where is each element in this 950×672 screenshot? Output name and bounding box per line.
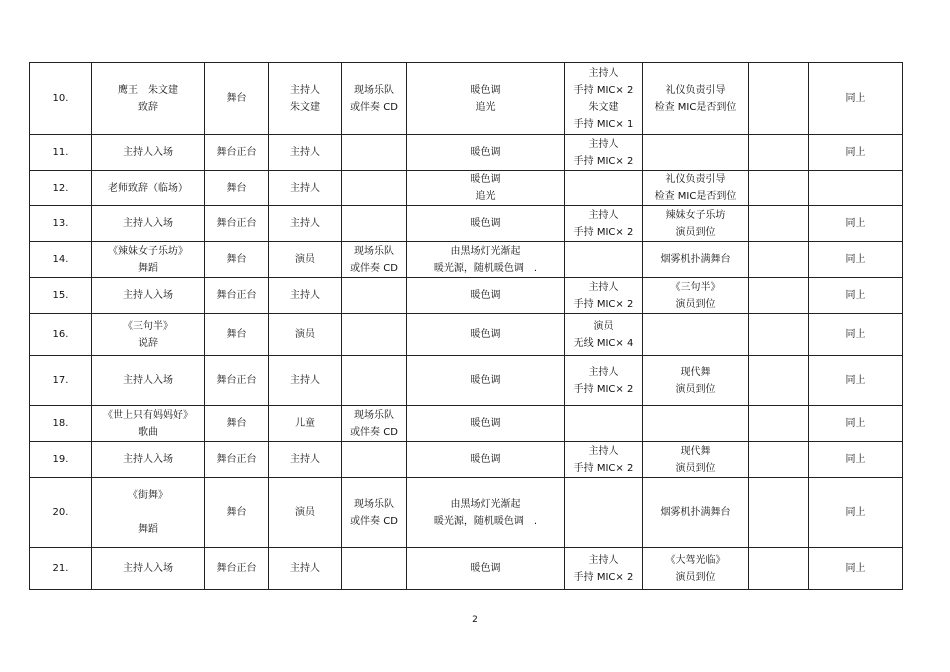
microphone-cell: 主持人 手持 MIC× 2 [565, 442, 643, 478]
location-cell: 舞台 [205, 314, 269, 356]
page-number: 2 [472, 615, 478, 625]
music-cell [342, 135, 407, 171]
performer-cell: 主持人 朱文建 [269, 63, 342, 135]
lighting-cell: 暖色调 [407, 548, 565, 590]
microphone-cell: 演员 无线 MIC× 4 [565, 314, 643, 356]
music-cell: 现场乐队 或伴奏 CD [342, 63, 407, 135]
location-cell: 舞台正台 [205, 206, 269, 242]
location-cell: 舞台 [205, 63, 269, 135]
location-cell: 舞台 [205, 478, 269, 548]
preparation-notes-cell: 辣妹女子乐坊 演员到位 [643, 206, 749, 242]
table-row [30, 314, 903, 356]
lighting-cell: 暖色调 [407, 206, 565, 242]
row-number-cell: 19. [30, 442, 92, 478]
music-cell [342, 548, 407, 590]
program-cell: 《辣妹女子乐坊》 舞蹈 [92, 242, 205, 278]
program-cell: 主持人入场 [92, 356, 205, 406]
performer-cell: 演员 [269, 478, 342, 548]
microphone-cell: 主持人 手持 MIC× 2 [565, 206, 643, 242]
program-cell: 主持人入场 [92, 278, 205, 314]
table-row [30, 135, 903, 171]
preparation-notes-cell [643, 406, 749, 442]
preparation-notes-cell: 现代舞 演员到位 [643, 356, 749, 406]
music-cell: 现场乐队 或伴奏 CD [342, 478, 407, 548]
remark-cell: 同上 [809, 478, 903, 548]
row-number-cell: 15. [30, 278, 92, 314]
lighting-cell: 暖色调 [407, 406, 565, 442]
blank-cell [749, 314, 809, 356]
remark-cell: 同上 [809, 406, 903, 442]
music-cell [342, 356, 407, 406]
program-cell: 主持人入场 [92, 135, 205, 171]
microphone-cell: 主持人 手持 MIC× 2 [565, 278, 643, 314]
performer-cell: 主持人 [269, 356, 342, 406]
preparation-notes-cell: 烟雾机扑满舞台 [643, 478, 749, 548]
preparation-notes-cell [643, 314, 749, 356]
row-number-cell: 16. [30, 314, 92, 356]
microphone-cell [565, 406, 643, 442]
location-cell: 舞台正台 [205, 442, 269, 478]
table-row [30, 63, 903, 135]
blank-cell [749, 278, 809, 314]
program-cell: 主持人入场 [92, 548, 205, 590]
performer-cell: 主持人 [269, 278, 342, 314]
performer-cell: 主持人 [269, 171, 342, 206]
preparation-notes-cell: 礼仪负责引导 检查 MIC是否到位 [643, 63, 749, 135]
music-cell [342, 171, 407, 206]
lighting-cell: 暖色调 追光 [407, 63, 565, 135]
performer-cell: 演员 [269, 314, 342, 356]
lighting-cell: 暖色调 [407, 278, 565, 314]
table-row [30, 278, 903, 314]
performer-cell: 主持人 [269, 135, 342, 171]
remark-cell [809, 171, 903, 206]
location-cell: 舞台 [205, 242, 269, 278]
row-number-cell: 14. [30, 242, 92, 278]
location-cell: 舞台正台 [205, 135, 269, 171]
music-cell [342, 442, 407, 478]
lighting-cell: 暖色调 追光 [407, 171, 565, 206]
lighting-cell: 暖色调 [407, 442, 565, 478]
blank-cell [749, 548, 809, 590]
blank-cell [749, 406, 809, 442]
lighting-cell: 由黑场灯光渐起 暖光源，随机暖色调 . [407, 478, 565, 548]
performer-cell: 演员 [269, 242, 342, 278]
music-cell: 现场乐队 或伴奏 CD [342, 406, 407, 442]
microphone-cell [565, 242, 643, 278]
row-number-cell: 11. [30, 135, 92, 171]
program-cell: 《三句半》 说辞 [92, 314, 205, 356]
preparation-notes-cell: 现代舞 演员到位 [643, 442, 749, 478]
remark-cell: 同上 [809, 278, 903, 314]
blank-cell [749, 63, 809, 135]
blank-cell [749, 478, 809, 548]
blank-cell [749, 242, 809, 278]
performer-cell: 主持人 [269, 206, 342, 242]
program-schedule-table [29, 62, 903, 590]
row-number-cell: 12. [30, 171, 92, 206]
remark-cell: 同上 [809, 135, 903, 171]
program-cell: 老师致辞（临场） [92, 171, 205, 206]
table-row [30, 206, 903, 242]
music-cell [342, 206, 407, 242]
remark-cell: 同上 [809, 442, 903, 478]
row-number-cell: 20. [30, 478, 92, 548]
lighting-cell: 暖色调 [407, 314, 565, 356]
table-row [30, 442, 903, 478]
microphone-cell [565, 171, 643, 206]
table-row [30, 356, 903, 406]
microphone-cell: 主持人 手持 MIC× 2 [565, 356, 643, 406]
program-cell: 《世上只有妈妈好》 歌曲 [92, 406, 205, 442]
performer-cell: 儿童 [269, 406, 342, 442]
location-cell: 舞台 [205, 171, 269, 206]
remark-cell: 同上 [809, 314, 903, 356]
microphone-cell: 主持人 手持 MIC× 2 [565, 548, 643, 590]
program-cell: 主持人入场 [92, 206, 205, 242]
performer-cell: 主持人 [269, 548, 342, 590]
location-cell: 舞台正台 [205, 356, 269, 406]
preparation-notes-cell: 烟雾机扑满舞台 [643, 242, 749, 278]
table-row [30, 478, 903, 548]
table-row [30, 548, 903, 590]
location-cell: 舞台正台 [205, 548, 269, 590]
microphone-cell: 主持人 手持 MIC× 2 朱文建 手持 MIC× 1 [565, 63, 643, 135]
table-row [30, 242, 903, 278]
remark-cell: 同上 [809, 206, 903, 242]
row-number-cell: 13. [30, 206, 92, 242]
row-number-cell: 17. [30, 356, 92, 406]
remark-cell: 同上 [809, 242, 903, 278]
music-cell: 现场乐队 或伴奏 CD [342, 242, 407, 278]
program-cell: 鹰王 朱文建 致辞 [92, 63, 205, 135]
microphone-cell: 主持人 手持 MIC× 2 [565, 135, 643, 171]
table-row [30, 171, 903, 206]
row-number-cell: 21. [30, 548, 92, 590]
remark-cell: 同上 [809, 548, 903, 590]
preparation-notes-cell: 礼仪负责引导 检查 MIC是否到位 [643, 171, 749, 206]
program-cell: 主持人入场 [92, 442, 205, 478]
blank-cell [749, 171, 809, 206]
blank-cell [749, 442, 809, 478]
location-cell: 舞台 [205, 406, 269, 442]
program-cell: 《街舞》 舞蹈 [92, 478, 205, 548]
table-row [30, 406, 903, 442]
remark-cell: 同上 [809, 63, 903, 135]
preparation-notes-cell [643, 135, 749, 171]
lighting-cell: 暖色调 [407, 135, 565, 171]
row-number-cell: 18. [30, 406, 92, 442]
microphone-cell [565, 478, 643, 548]
music-cell [342, 278, 407, 314]
music-cell [342, 314, 407, 356]
location-cell: 舞台正台 [205, 278, 269, 314]
row-number-cell: 10. [30, 63, 92, 135]
blank-cell [749, 206, 809, 242]
preparation-notes-cell: 《大驾光临》 演员到位 [643, 548, 749, 590]
lighting-cell: 暖色调 [407, 356, 565, 406]
preparation-notes-cell: 《三句半》 演员到位 [643, 278, 749, 314]
performer-cell: 主持人 [269, 442, 342, 478]
blank-cell [749, 356, 809, 406]
blank-cell [749, 135, 809, 171]
remark-cell: 同上 [809, 356, 903, 406]
lighting-cell: 由黑场灯光渐起 暖光源，随机暖色调 . [407, 242, 565, 278]
